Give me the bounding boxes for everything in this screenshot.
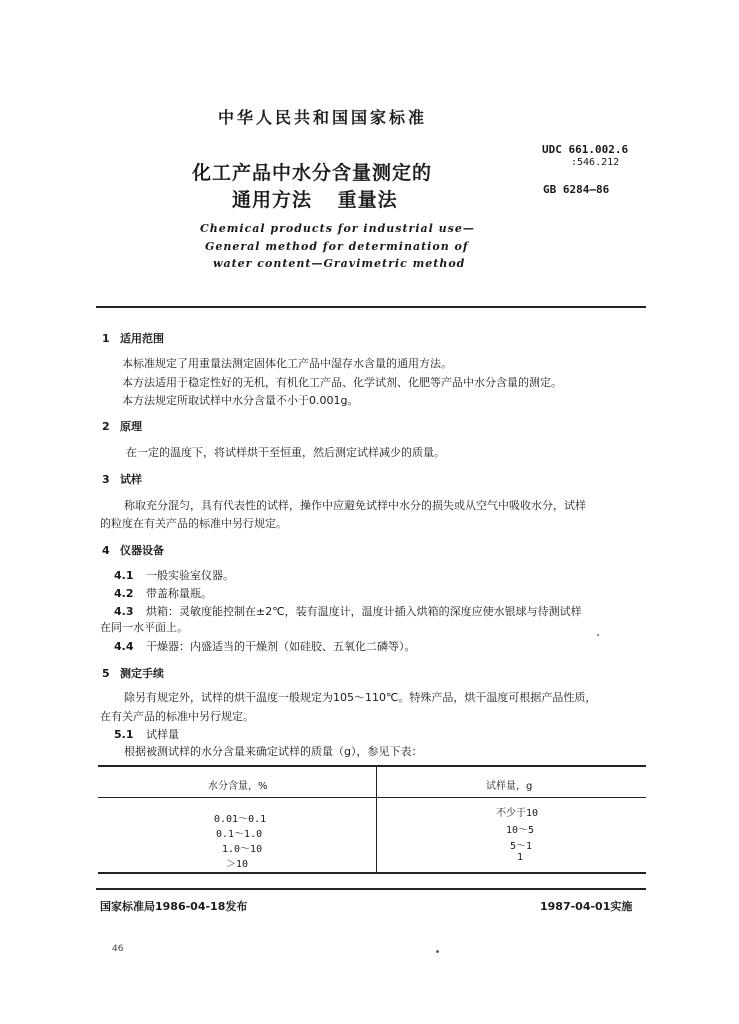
item-number: 4.3 — [114, 605, 134, 618]
title-method-general: 通用方法 — [232, 189, 313, 211]
udc-code-sub: :546.212 — [571, 157, 620, 168]
section-2-para-1: 在一定的温度下，将试样烘干至恒重，然后测定试样减少的质量。 — [126, 446, 445, 459]
english-title-line2: General method for determination of — [205, 240, 469, 253]
standard-org-title: 中华人民共和国国家标准 — [218, 108, 428, 127]
subsection-5-1-para: 根据被测试样的水分含量来确定试样的质量（g），参见下表： — [124, 745, 423, 758]
table-header-water: 水分含量，% — [208, 781, 268, 792]
item-4-2 — [114, 585, 212, 601]
section-3-para-1-cont: 的粒度在有关产品的标准中另行规定。 — [100, 517, 287, 530]
issue-date: 国家标准局1986-04-18发布 — [100, 900, 248, 913]
subsection-number: 5.1 — [114, 728, 134, 741]
section-number: 5 — [102, 667, 110, 680]
section-number: 2 — [102, 420, 110, 433]
title-method-gravimetric: 重量法 — [337, 189, 398, 211]
section-1-para-1: 本标准规定了用重量法测定固体化工产品中湿存水含量的通用方法。 — [122, 357, 452, 370]
table-cell-water: 1.0～10 — [222, 844, 263, 855]
section-title: 适用范围 — [120, 332, 164, 345]
table-header-mass: 试样量，g — [486, 781, 533, 792]
item-4-3 — [114, 603, 582, 619]
section-1-para-3: 本方法规定所取试样中水分含量不小于0.001g。 — [122, 394, 359, 407]
section-5-para-1: 除另有规定外，试样的烘干温度一般规定为105～110℃。特殊产品，烘干温度可根据产品性质， — [124, 691, 597, 704]
section-title: 测定手续 — [120, 667, 164, 680]
section-title: 仪器设备 — [120, 544, 164, 557]
item-4-4 — [114, 638, 416, 654]
table-top-rule — [98, 765, 646, 767]
section-3-heading — [102, 471, 142, 487]
item-number: 4.1 — [114, 569, 134, 582]
document-title-line1: 化工产品中水分含量测定的 — [192, 162, 433, 184]
section-5-heading — [102, 665, 164, 681]
item-text: 一般实验室仪器。 — [146, 569, 234, 582]
subsection-5-1 — [114, 726, 179, 742]
scan-speck — [436, 950, 439, 953]
section-title: 试样 — [120, 473, 142, 486]
section-number: 3 — [102, 473, 110, 486]
table-cell-water: 0.1～1.0 — [216, 829, 263, 840]
section-3-para-1: 称取充分混匀，具有代表性的试样，操作中应避免试样中水分的损失或从空气中吸收水分，试样 — [124, 499, 586, 512]
scan-speck — [597, 634, 599, 636]
gb-number: GB 6284—86 — [543, 183, 610, 196]
item-text: 带盖称量瓶。 — [146, 587, 212, 600]
effective-date: 1987-04-01实施 — [540, 900, 633, 913]
header-divider — [96, 306, 646, 308]
table-cell-mass: 5～1 — [510, 841, 533, 852]
table-bottom-rule — [98, 872, 646, 874]
section-4-heading — [102, 542, 164, 558]
english-title-line3: water content—Gravimetric method — [213, 257, 466, 270]
section-2-heading — [102, 418, 142, 434]
table-cell-mass: 不少于10 — [496, 808, 539, 819]
table-header-rule — [98, 797, 646, 798]
english-title-line1: Chemical products for industrial use— — [200, 222, 475, 235]
udc-code: UDC 661.002.6 — [542, 143, 629, 156]
table-cell-mass: 10～5 — [506, 825, 535, 836]
section-5-para-1-cont: 在有关产品的标准中另行规定。 — [100, 710, 254, 723]
section-title: 原理 — [120, 420, 142, 433]
section-number: 4 — [102, 544, 110, 557]
item-number: 4.4 — [114, 640, 134, 653]
table-cell-mass: 1 — [517, 852, 524, 863]
table-cell-water: 0.01～0.1 — [214, 814, 267, 825]
item-4-1 — [114, 567, 234, 583]
item-number: 4.2 — [114, 587, 134, 600]
subsection-title: 试样量 — [146, 728, 179, 741]
section-1-para-2: 本方法适用于稳定性好的无机，有机化工产品、化学试剂、化肥等产品中水分含量的测定。 — [122, 376, 562, 389]
footer-divider — [96, 888, 646, 890]
document-title-line2 — [232, 185, 416, 212]
item-4-3-cont: 在同一水平面上。 — [100, 621, 188, 634]
table-column-divider — [376, 766, 377, 873]
page-number: 46 — [112, 944, 124, 954]
item-text: 干燥器：内盛适当的干燥剂（如硅胶、五氧化二磷等）。 — [146, 640, 416, 653]
section-1-heading — [102, 330, 164, 346]
item-text: 烘箱：灵敏度能控制在±2℃，装有温度计，温度计插入烘箱的深度应使水银球与待测试样 — [146, 605, 582, 618]
table-cell-water: ＞10 — [226, 859, 249, 870]
section-number: 1 — [102, 332, 110, 345]
